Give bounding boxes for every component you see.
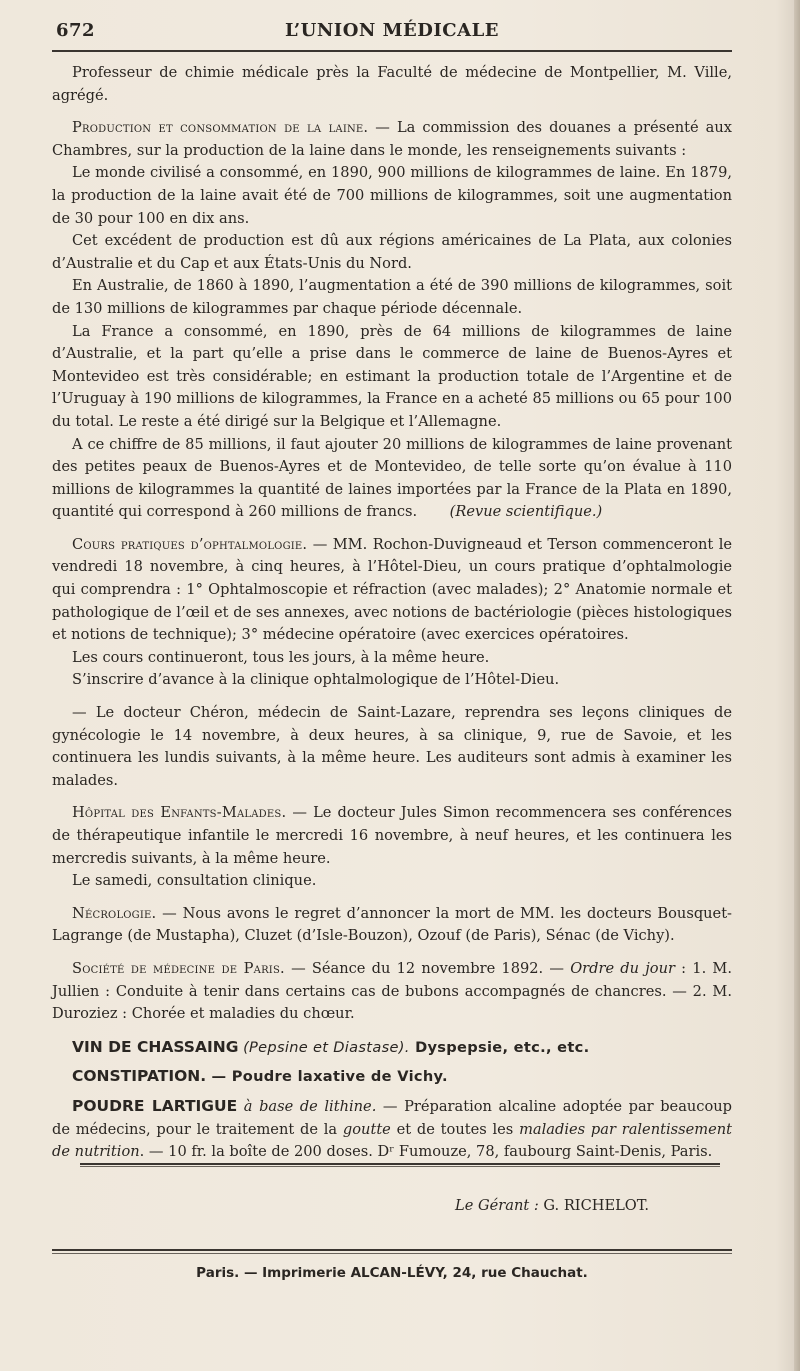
societe-text-1: — Séance du 12 novembre 1892. —	[284, 959, 571, 977]
ad-poudre-text-1: — Préparation alcaline adoptée par beaucoup de médecins, pour le traitement de la	[52, 1097, 732, 1138]
ad-poudre-sub: à base de lithine.	[243, 1097, 377, 1115]
header-rule	[52, 50, 732, 52]
section-heading-societe: Société de médecine de Paris.	[72, 959, 285, 977]
ad-poudre-goutte: goutte	[342, 1120, 391, 1138]
laine-paragraph-6	[52, 434, 732, 524]
laine-paragraph-6-text: A ce chiffre de 85 millions, il faut ajouter 20 millions de kilogrammes de laine provenant des petites peaux de Buenos-Ayres et de Montevideo, de telle sorte qu’on évalue à 110 millions de kilogrammes la quantité de laines importées par la France de la Plata en 1890, quantité qui correspond à 260 millions de francs.	[52, 435, 732, 521]
running-title: L’UNION MÉDICALE	[285, 20, 499, 41]
paragraph-ville: Professeur de chimie médicale près la Faculté de médecine de Montpellier, M. Ville, agrégé.	[52, 64, 732, 104]
gerant-signature	[455, 1197, 649, 1214]
gerant-name: G. RICHELOT.	[538, 1197, 650, 1214]
section-laine	[52, 117, 732, 162]
imprint-rule	[52, 1249, 732, 1251]
article-body	[52, 62, 732, 1164]
ad-constipation	[52, 1065, 732, 1089]
ophta-paragraph-2: Les cours continueront, tous les jours, à la même heure.	[72, 648, 490, 666]
ad-poudre-maladies: maladies par ralentissement de nutrition	[52, 1120, 732, 1161]
ophta-text: — MM. Rochon-Duvigneaud et Terson commenceront le vendredi 18 novembre, à cinq heures, à l’Hôtel-Dieu, un cours pratique d’ophtalmologie qui comprendra : 1° Ophtalmoscopie et réfraction (avec malades); 2° Anatomie normale et pathologique de l’œil et de ses annexes, avec notions de bactériologie (pièces histologiques et notions de technique); 3° médecine opératoire (avec exercices opératoires.	[52, 535, 732, 644]
section-ophtalmologie	[52, 534, 732, 647]
paragraph-cheron: — Le docteur Chéron, médecin de Saint-Lazare, reprendra ses leçons cliniques de gynécologie le 14 novembre, à deux heures, à sa clinique, 9, rue de Savoie, et les continuera les lundis suivants, à la même heure. Les auditeurs sont admis à examiner les malades.	[52, 704, 732, 789]
ad-poudre-text-3: . — 10 fr. la boîte de 200 doses. Dʳ Fumouze, 78, faubourg Saint-Denis, Paris.	[139, 1143, 713, 1161]
footer-rule-top-thin	[80, 1166, 720, 1167]
imprint-line: Paris. — Imprimerie ALCAN-LÉVY, 24, rue Chauchat.	[196, 1265, 588, 1281]
section-necrologie	[52, 903, 732, 948]
gerant-label: Le Gérant :	[455, 1197, 539, 1214]
laine-paragraph-3: Cet excédent de production est dû aux régions américaines de La Plata, aux colonies d’Australie et du Cap et aux États-Unis du Nord.	[52, 232, 732, 272]
hopital-paragraph-2: Le samedi, consultation clinique.	[72, 872, 317, 890]
ad-const-rest: — Poudre laxative de Vichy.	[206, 1068, 448, 1086]
ad-const-title: CONSTIPATION.	[72, 1067, 207, 1086]
laine-paragraph-2: Le monde civilisé a consommé, en 1890, 900 millions de kilogrammes de laine. En 1879, la production de la laine avait été de 700 millions de kilogrammes, soit une augmentation de 30 pour 100 en dix ans.	[52, 164, 732, 227]
ad-vin-title: VIN DE CHASSAING	[72, 1037, 239, 1056]
page-edge-shadow	[794, 0, 800, 1371]
ad-poudre-text-2: et de toutes les	[390, 1120, 520, 1138]
section-societe	[52, 958, 732, 1026]
laine-paragraph-5: La France a consommé, en 1890, près de 64 millions de kilogrammes de laine d’Australie, et la part qu’elle a prise dans le commerce de laine de Buenos-Ayres et Montevideo est très considérable; en estimant la production totale de l’Argentine et de l’Uruguay à 190 millions de kilogrammes, la France en a acheté 85 millions ou 65 pour 100 du total. Le reste a été dirigé sur la Belgique et l’Allemagne.	[52, 322, 732, 430]
ad-vin-chassaing	[52, 1036, 732, 1060]
ad-vin-rest: Dyspepsie, etc., etc.	[409, 1038, 590, 1056]
ad-poudre-title: POUDRE LARTIGUE	[72, 1096, 238, 1115]
section-heading-ophtalmologie: Cours pratiques d’ophtalmologie.	[72, 535, 308, 553]
ad-poudre-lartigue	[52, 1095, 732, 1164]
laine-intro: — La commission des douanes a présenté aux Chambres, sur la production de la laine dans le monde, les renseignements suivants :	[52, 119, 732, 159]
section-heading-laine: Production et consommation de la laine.	[72, 119, 369, 137]
societe-ordre: Ordre du jour	[570, 959, 675, 977]
laine-source: (Revue scientifique.)	[449, 503, 603, 521]
section-heading-necrologie: Nécrologie.	[72, 904, 157, 922]
section-hopital	[52, 802, 732, 870]
necro-text: — Nous avons le regret d’annoncer la mort de MM. les docteurs Bousquet-Lagrange (de Mustapha), Cluzet (d’Isle-Bouzon), Ozouf (de Paris), Sénac (de Vichy).	[52, 904, 732, 945]
page-header	[52, 14, 732, 48]
ad-vin-sub: (Pepsine et Diastase).	[243, 1038, 410, 1056]
imprint-rule-thin	[52, 1253, 732, 1254]
page-number: 672	[56, 20, 96, 41]
footer-rule-top	[80, 1163, 720, 1165]
laine-paragraph-4: En Australie, de 1860 à 1890, l’augmentation a été de 390 millions de kilogrammes, soit de 130 millions de kilogrammes par chaque période décennale.	[52, 277, 732, 317]
section-heading-hopital: Hôpital des Enfants-Malades.	[72, 804, 287, 822]
ophta-paragraph-3: S’inscrire d’avance à la clinique ophtalmologique de l’Hôtel-Dieu.	[72, 671, 560, 689]
societe-text-2: : 1. M. Jullien : Conduite à tenir dans certains cas de bubons accompagnés de chancres. — 2. M. Duroziez : Chorée et maladies du chœur.	[52, 959, 732, 1023]
hopital-text: — Le docteur Jules Simon recommencera ses conférences de thérapeutique infantile le mercredi 16 novembre, à neuf heures, et les continuera les mercredis suivants, à la même heure.	[52, 804, 732, 867]
